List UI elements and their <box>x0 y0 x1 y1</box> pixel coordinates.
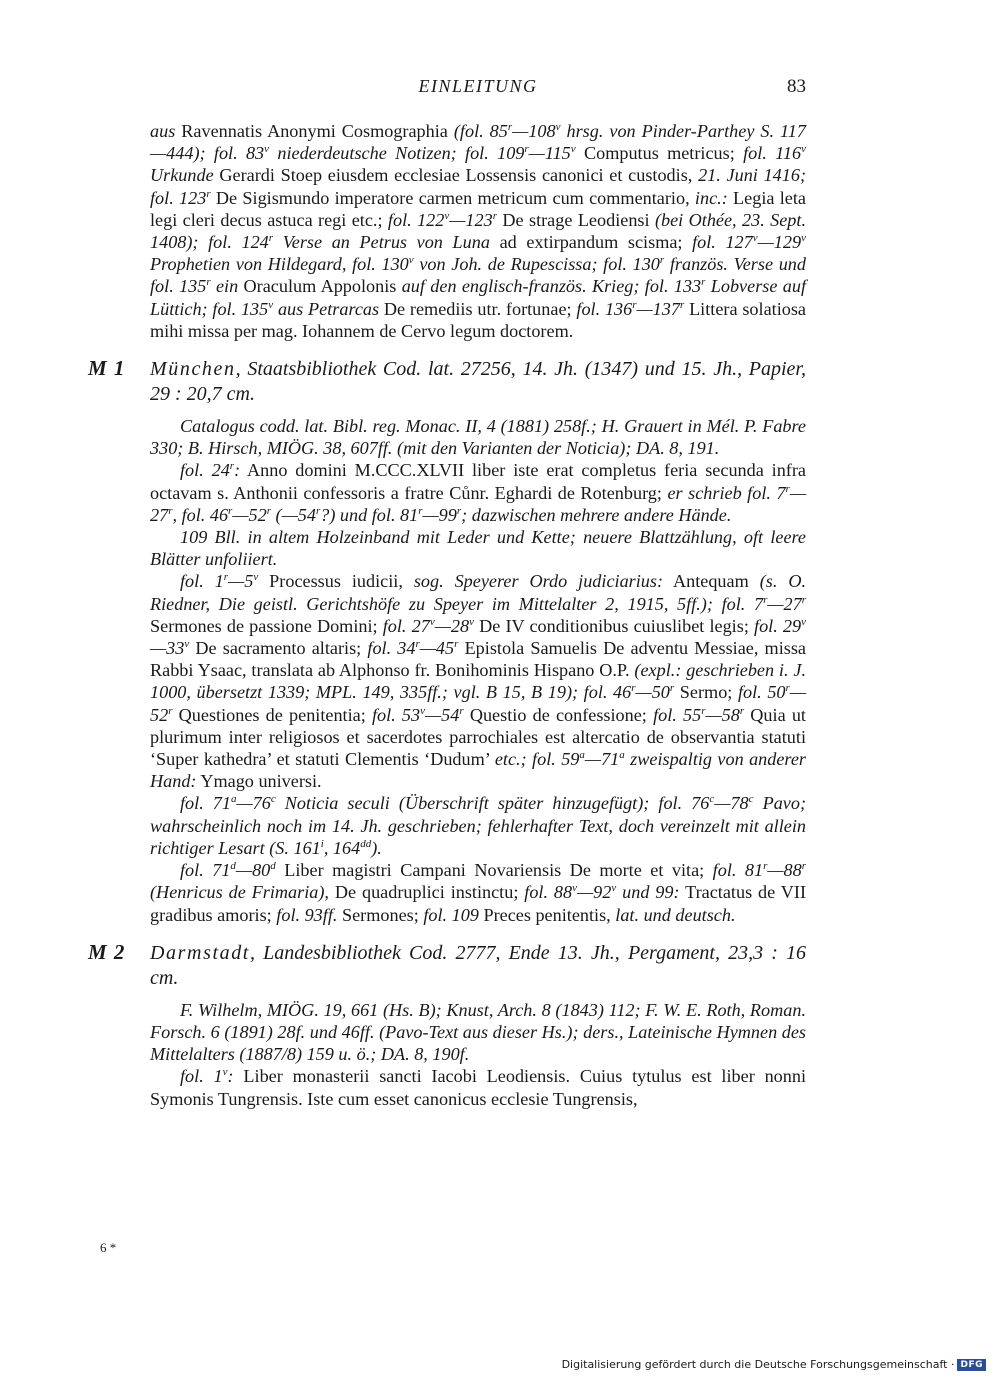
contents-m1-later <box>150 859 806 926</box>
t: d <box>270 860 276 873</box>
contents-m2 <box>150 1065 806 1109</box>
t: fol. 122 <box>387 209 445 230</box>
t: niederdeutsche Notizen; fol. 109 <box>269 143 525 164</box>
intro-paragraph <box>150 120 806 342</box>
t: fol. 1 <box>180 1066 223 1087</box>
t: —115 <box>528 143 571 164</box>
section-heading-m1 <box>150 357 806 407</box>
page-number: 83 <box>787 76 806 97</box>
t: ?) und fol. 81 <box>320 504 419 525</box>
t: zweispaltig von anderer Hand: <box>150 749 806 792</box>
t: (bei Othée, 23. Sept. 1408); fol. 124 <box>150 209 807 253</box>
t: lat. und deutsch. <box>615 904 736 925</box>
t: —123 <box>449 209 493 230</box>
t: fol. 88 <box>524 882 573 903</box>
t: —92 <box>577 882 612 903</box>
t: r <box>785 682 790 695</box>
t: fol. 27 <box>382 615 430 636</box>
section-heading-m2 <box>150 941 806 991</box>
t: v <box>801 231 806 244</box>
t: fol. 136 <box>576 298 633 319</box>
t: —78 <box>714 793 749 814</box>
t: —33 <box>150 638 185 659</box>
t: fol. 29 <box>754 615 802 636</box>
t: —27 <box>767 593 802 614</box>
t: r <box>268 231 274 244</box>
footer-text: Digitalisierung gefördert durch die Deutsche Forschungsgemeinschaft · <box>561 1358 955 1371</box>
t: v <box>801 615 806 628</box>
t: fol. 34 <box>367 638 416 659</box>
running-head <box>150 76 806 100</box>
t: v <box>572 882 577 895</box>
body-text <box>88 120 807 1110</box>
t: c <box>709 793 715 806</box>
t: Epistola Samuelis De adventu Messiae, missa Rabbi Ysaac, translata ab Alphonso fr. Bonihominis Hispano O.P. <box>150 638 806 681</box>
t: (—54 <box>270 504 316 525</box>
t: Oraculum Appolonis <box>238 276 402 297</box>
t: d <box>230 860 236 873</box>
t: Antequam <box>663 571 760 592</box>
t: —52 <box>232 504 267 525</box>
t: (fol. 85 <box>453 121 508 141</box>
dfg-logo-icon: DFG <box>957 1359 986 1371</box>
t: i <box>320 837 324 850</box>
t: hrsg. von Pinder-Parthey S. 117—444); fol. 83 <box>150 121 806 164</box>
t: Sermo; <box>674 682 738 703</box>
t: fol. 93ff. <box>276 904 338 925</box>
t: (s. O. Riedner, Die geistl. Gerichtshöfe zu Speyer im Mittelalter 2, 1915, 5ff.); fol. 7 <box>150 571 806 614</box>
t: v <box>420 704 425 717</box>
t: v <box>469 615 474 628</box>
bibliography-m1: Catalogus codd. lat. Bibl. reg. Monac. II, 4 (1881) 258f.; H. Grauert in Mél. P. Fabre 330; B. Hirsch, MIÖG. 38, 607ff. (mit den Varianten der Noticia); DA. 8, 191. <box>150 416 806 459</box>
t: Anno domini M.CCC.XLVII liber iste erat completus feria secunda infra octavam s. Anthonii confessoris a fratre Cůnr. Eghardi de Rotenburg; <box>150 460 806 503</box>
t: 21. Juni 1416; fol. 123 <box>150 165 807 208</box>
t: a <box>231 793 237 806</box>
t: —27 <box>150 482 806 525</box>
t: c <box>270 793 276 806</box>
t: Sermones de passione Domini; <box>150 615 383 636</box>
t: fol. 127 <box>692 232 753 253</box>
t: von Joh. de Rupescissa; fol. 130 <box>413 254 660 275</box>
t: fol. 116 <box>743 143 802 164</box>
physical-description-m1: 109 Bll. in altem Holzeinband mit Leder und Kette; neuere Blattzählung, oft leere Blätter unfoliiert. <box>150 527 806 570</box>
t: Ravennatis Anonymi Cosmographia <box>175 121 454 141</box>
t: französ. Verse und fol. 135 <box>150 254 806 297</box>
t: r <box>206 187 211 200</box>
t: De IV conditionibus cuiuslibet legis; <box>473 615 755 636</box>
t: r <box>631 682 636 695</box>
t: r <box>206 276 211 289</box>
t: aus <box>150 121 176 141</box>
t: , fol. 46 <box>172 504 229 525</box>
section-m1 <box>88 356 807 926</box>
t: v <box>752 231 758 244</box>
t: —50 <box>635 682 670 703</box>
contents-m1 <box>150 570 806 792</box>
t: , 164 <box>323 837 361 858</box>
t: r <box>669 682 675 695</box>
t: Pavo; wahrscheinlich noch im 14. Jh. geschrieben; fehlerhafter Text, doch vereinzelt mit allein richtiger Lesart (S. 161 <box>150 793 807 858</box>
t: De quadruplici instinctu; <box>328 882 525 903</box>
t: inc.: <box>694 187 728 208</box>
t: fol. 1 <box>180 571 224 592</box>
t: ein <box>210 276 239 297</box>
t: etc.; fol. 59 <box>494 749 580 770</box>
t: r <box>785 482 790 495</box>
t: Preces penitentis, <box>478 904 616 925</box>
t: fol. 55 <box>653 704 702 725</box>
t: fol. 53 <box>371 704 421 725</box>
t: r <box>492 209 497 222</box>
t: (Henricus de Frimaria), <box>150 882 329 903</box>
t: De remediis utr. fortunae; <box>379 298 577 319</box>
siglum-m1: M 1 <box>88 356 126 381</box>
t: r <box>524 143 529 156</box>
t: r <box>415 638 420 650</box>
t: fol. 24 <box>180 460 230 481</box>
t: fol. 109 <box>423 904 479 925</box>
t: r <box>507 120 513 133</box>
t: Questio de confessione; <box>463 704 654 725</box>
t: a <box>579 749 585 762</box>
t: —76 <box>236 793 271 814</box>
t: ad extirpandum scisma; <box>489 232 693 253</box>
t: dd <box>360 837 372 850</box>
t: —54 <box>425 704 460 725</box>
t: Littera solatiosa mihi missa per mag. Iohannem de Cervo legum doctorem. <box>150 298 806 341</box>
t: v <box>184 638 190 650</box>
t: —99 <box>422 504 457 525</box>
t: r <box>459 704 464 717</box>
t: Sermones; <box>337 904 424 925</box>
t: —45 <box>419 638 455 659</box>
t: r <box>228 504 233 517</box>
t: aus Petrarcas <box>273 298 380 319</box>
t: r <box>229 460 235 473</box>
city-name: München <box>150 358 236 381</box>
running-head-title: EINLEITUNG <box>418 76 538 96</box>
t: fol. 71 <box>180 793 231 814</box>
t: v <box>222 1066 228 1079</box>
t: a <box>619 749 625 762</box>
t: fol. 50 <box>737 682 786 703</box>
t: r <box>763 860 768 873</box>
t: —137 <box>636 298 680 319</box>
t: v <box>801 143 806 156</box>
t: Urkunde <box>150 165 214 186</box>
t: Tractatus de VII gradibus amoris; <box>150 882 807 925</box>
t: fol. 71 <box>180 860 231 881</box>
t: r <box>801 860 807 873</box>
t: r <box>659 254 665 267</box>
city-name: Darmstadt <box>150 941 250 964</box>
t: fol. 81 <box>712 860 764 881</box>
t: v <box>555 120 561 133</box>
t: er schrieb fol. 7 <box>667 482 786 503</box>
t: und 99: <box>616 882 680 903</box>
t: Gerardi Stoep eiusdem ecclesiae Lossensis canonici et custodis, <box>213 165 699 186</box>
t: —108 <box>512 121 556 141</box>
t: r <box>266 504 271 517</box>
t: r <box>223 571 229 584</box>
t: r <box>679 298 685 311</box>
t: v <box>429 615 435 628</box>
t: Liber magistri Campani Novariensis De morte et vita; <box>275 860 713 881</box>
t: c <box>748 793 754 806</box>
t: Computus metricus; <box>575 143 744 164</box>
t: v <box>611 882 617 895</box>
t: De sacramento altaris; <box>189 638 368 659</box>
t: ). <box>371 837 382 858</box>
t: r <box>739 704 745 717</box>
t: —129 <box>757 232 802 253</box>
t: —58 <box>705 704 740 725</box>
t: r <box>418 504 423 517</box>
heading-text: , Landesbibliothek Cod. 2777, Ende 13. Jh., Pergament, 23,3 : 16 cm. <box>150 941 806 989</box>
contents-m1-noticia <box>150 792 806 859</box>
t: —5 <box>228 571 254 592</box>
t: Processus iudicii, <box>258 571 414 592</box>
t: Legia leta legi cleri decus astuca regi etc.; <box>150 187 806 230</box>
t: : <box>227 1066 234 1087</box>
siglum-m2: M 2 <box>88 939 126 964</box>
t: v <box>268 298 274 311</box>
t: r <box>315 504 321 517</box>
t: r <box>801 593 806 606</box>
t: r <box>454 638 459 650</box>
t: Questiones de penitentia; <box>172 704 372 725</box>
t: auf den englisch-französ. Krieg; fol. 133 <box>401 276 702 297</box>
section-m2 <box>88 939 807 1110</box>
sheet-signature: 6 * <box>100 1240 117 1255</box>
t: r <box>701 704 706 717</box>
t: Ymago universi. <box>196 771 322 792</box>
t: v <box>253 571 259 584</box>
t: sog. Speyerer Ordo judiciarius: <box>413 571 664 592</box>
t: —28 <box>434 615 470 636</box>
t: —80 <box>235 860 271 881</box>
t: Quia ut plurimum inter religiosos et sacerdotes parrochiales est altercatio de observantia statuti ‘Super kathedra’ et statuti Clementis ‘Dudum’ <box>150 704 806 770</box>
t: v <box>570 143 576 156</box>
t: (expl.: geschrieben i. J. 1000, übersetzt 1339; MPL. 149, 335ff.; vgl. B 15, B 19); fol. 46 <box>150 660 806 703</box>
t: v <box>264 143 270 156</box>
t: —52 <box>150 682 806 725</box>
footer <box>562 1358 986 1371</box>
t: r <box>168 704 173 717</box>
t: r <box>632 298 637 311</box>
t: ; dazwischen mehrere andere Hände. <box>461 504 732 525</box>
t: —71 <box>584 749 620 770</box>
t: : <box>234 460 241 481</box>
bibliography-m2: F. Wilhelm, MIÖG. 19, 661 (Hs. B); Knust, Arch. 8 (1843) 112; F. W. E. Roth, Roman. Forsch. 6 (1891) 28f. und 46ff. (Pavo-Text aus dieser Hs.); ders., Lateinische Hymnen des Mittelalters (1887/8) 159 u. ö.; DA. 8, 190f. <box>150 999 806 1065</box>
t: r <box>701 276 706 289</box>
t: —88 <box>767 860 802 881</box>
t: v <box>408 254 414 267</box>
t: v <box>444 209 450 222</box>
t: Prophetien von Hildegard, fol. 130 <box>150 254 409 275</box>
colophon-m1 <box>150 459 806 526</box>
t: Verse an Petrus von Luna <box>273 232 490 253</box>
t: De Sigismundo imperatore carmen metricum cum commentario, <box>210 187 695 208</box>
t: r <box>763 593 768 606</box>
t: De strage Leodiensi <box>496 209 655 230</box>
t: Noticia seculi (Überschrift später hinzugefügt); fol. 76 <box>275 793 710 814</box>
t: Lobverse auf Lüttich; fol. 135 <box>150 276 806 319</box>
t: Liber monasterii sancti Iacobi Leodiensis. Cuius tytulus est liber nonni Symonis Tungrensis. Iste cum esset canonicus ecclesie Tungrensis, <box>150 1066 807 1109</box>
t: r <box>456 504 462 517</box>
t: r <box>168 504 173 517</box>
heading-text: , Staatsbibliothek Cod. lat. 27256, 14. Jh. (1347) und 15. Jh., Papier, 29 : 20,7 cm. <box>150 358 806 406</box>
